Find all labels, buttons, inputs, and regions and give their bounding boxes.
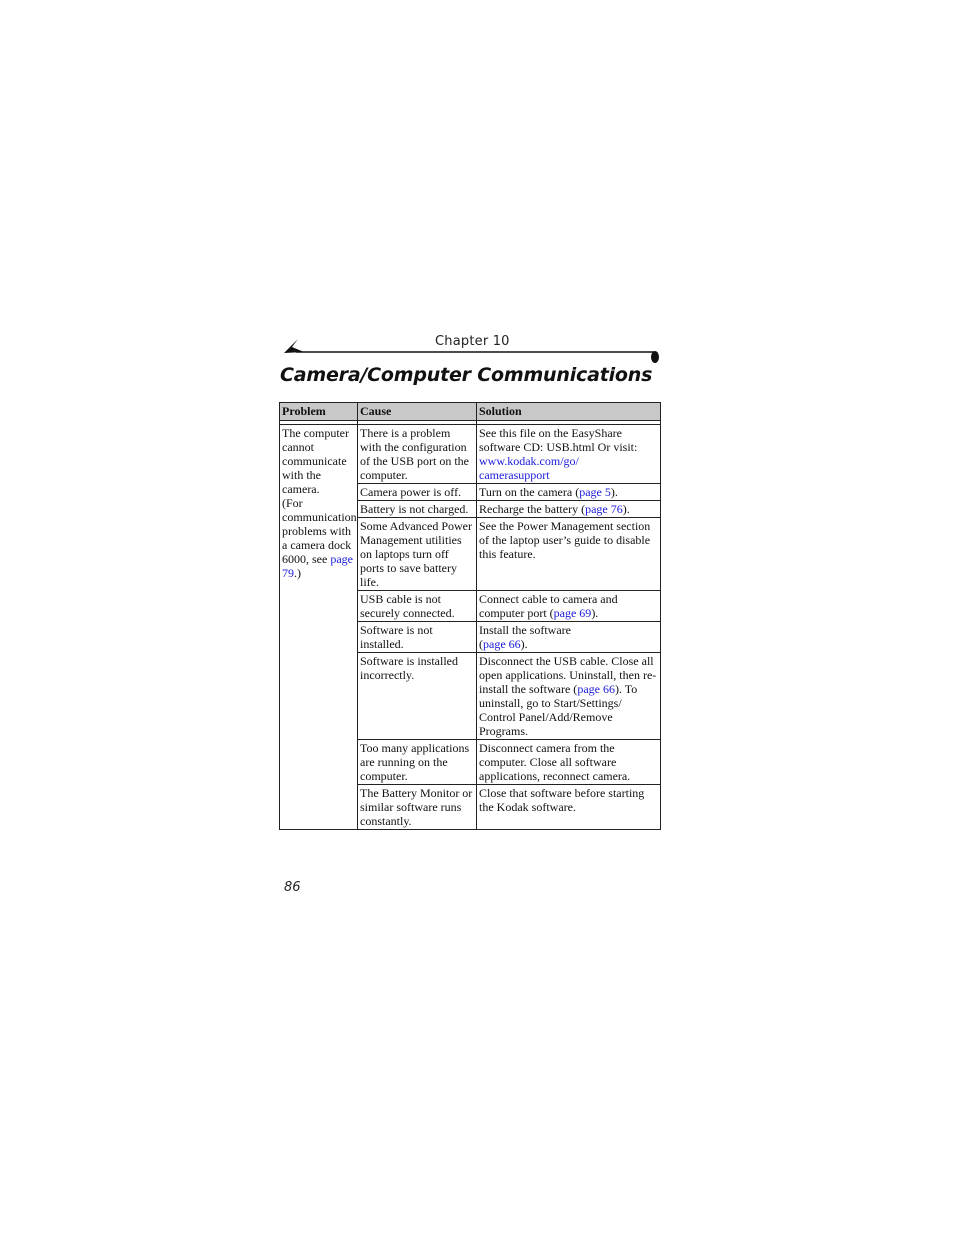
page-link[interactable]: page 69	[553, 606, 592, 620]
cause-cell: Software is not installed.	[358, 622, 477, 653]
page-link[interactable]: page 5	[579, 485, 611, 499]
cause-cell: Too many applications are running on the computer.	[358, 740, 477, 785]
cause-cell: Camera power is off.	[358, 484, 477, 501]
problem-cell: The computer cannot communicate with the camera. (For communication problems with a camera dock 6000, see page 79.)	[280, 425, 358, 830]
header-problem: Problem	[280, 403, 358, 421]
solution-cell: Disconnect the USB cable. Close all open applications. Uninstall, then re-install the software (page 66). To uninstall, go to Start/Settings/ Control Panel/Add/Remove Programs.	[477, 653, 661, 740]
solution-cell: Disconnect camera from the computer. Close all software applications, reconnect camera.	[477, 740, 661, 785]
cause-cell: Software is installed incorrectly.	[358, 653, 477, 740]
page-link[interactable]: page 66	[483, 637, 521, 651]
solution-cell: Close that software before starting the Kodak software.	[477, 785, 661, 830]
solution-cell: Recharge the battery (page 76).	[477, 501, 661, 518]
solution-cell: See this file on the EasyShare software CD: USB.html Or visit: www.kodak.com/go/ camerasupport	[477, 425, 661, 484]
header-solution: Solution	[477, 403, 661, 421]
problem-note: (For communication problems with a camera dock 6000, see	[282, 496, 357, 566]
cause-cell: USB cable is not securely connected.	[358, 591, 477, 622]
cause-cell: There is a problem with the configuration of the USB port on the computer.	[358, 425, 477, 484]
problem-text: The computer cannot communicate with the camera.	[282, 426, 349, 496]
problem-page-link[interactable]: page 79	[282, 552, 353, 580]
page-link[interactable]: page 66	[577, 682, 615, 696]
table-row	[280, 425, 661, 484]
cause-cell: Battery is not charged.	[358, 501, 477, 518]
solution-cell: Turn on the camera (page 5).	[477, 484, 661, 501]
page-title: Camera/Computer Communications	[280, 364, 653, 386]
solution-cell: Install the software (page 66).	[477, 622, 661, 653]
troubleshooting-table	[279, 402, 661, 830]
chapter-label: Chapter 10	[435, 334, 510, 349]
cause-cell: The Battery Monitor or similar software runs constantly.	[358, 785, 477, 830]
page-number: 86	[284, 880, 301, 895]
solution-cell: Connect cable to camera and computer port (page 69).	[477, 591, 661, 622]
kodak-url-link-continued[interactable]: camerasupport	[479, 468, 550, 482]
table-header-row	[280, 403, 661, 421]
header-cause: Cause	[358, 403, 477, 421]
kodak-url-link[interactable]: www.kodak.com/go/	[479, 454, 579, 468]
cause-cell: Some Advanced Power Management utilities on laptops turn off ports to save battery life.	[358, 518, 477, 591]
solution-cell: See the Power Management section of the laptop user’s guide to disable this feature.	[477, 518, 661, 591]
page-link[interactable]: page 76	[585, 502, 623, 516]
